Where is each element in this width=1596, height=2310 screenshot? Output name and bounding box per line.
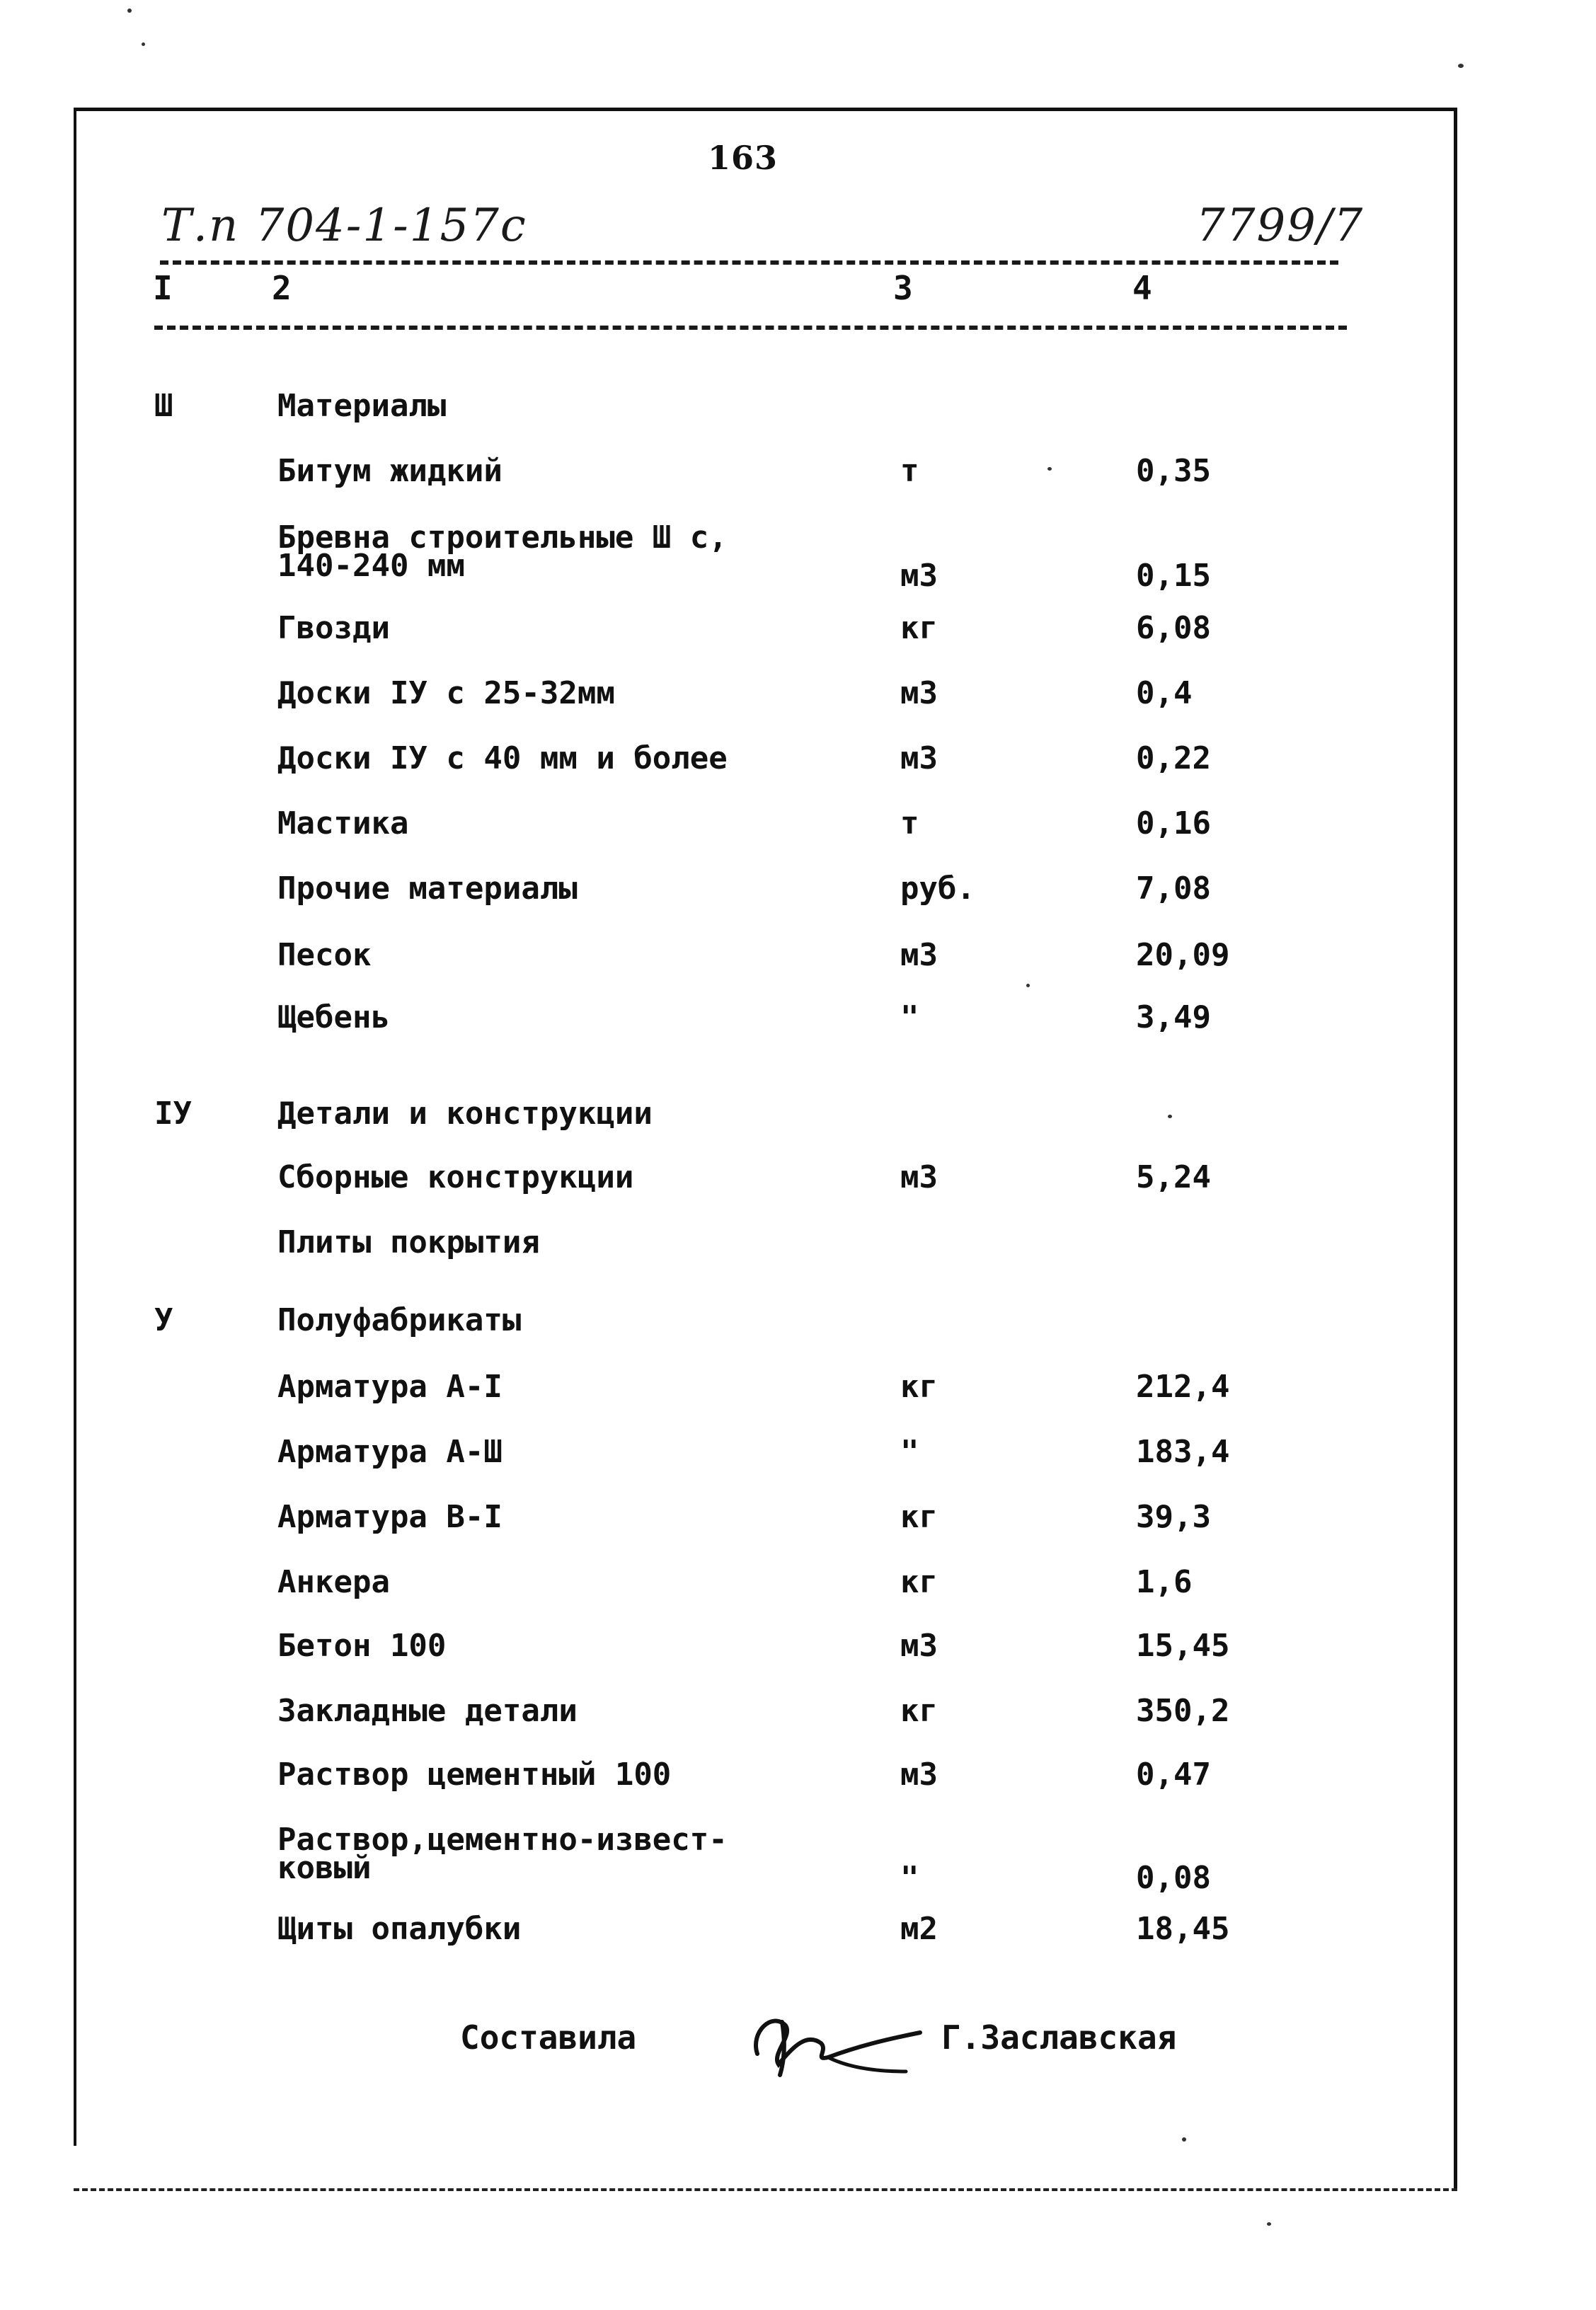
row-name: Закладные детали (277, 1693, 578, 1729)
handwritten-project-code: Т.п 704-1-157с (161, 200, 527, 252)
table-row (0, 1693, 1596, 1735)
handwritten-signature (743, 2004, 927, 2082)
row-number: IУ (154, 1096, 192, 1132)
row-name: Щебень (277, 999, 390, 1035)
row-unit: кг (900, 1499, 938, 1535)
row-unit: м3 (900, 1159, 938, 1195)
table-row (0, 519, 1596, 594)
handwritten-document-number: 7799/7 (1196, 200, 1365, 252)
column-header-2: 2 (272, 269, 292, 307)
table-row (0, 1822, 1596, 1896)
row-name: Мастика (277, 805, 409, 841)
row-unit: " (900, 999, 919, 1035)
row-value: 0,16 (1136, 805, 1211, 841)
row-value: 183,4 (1136, 1434, 1230, 1470)
row-value: 0,47 (1136, 1757, 1211, 1793)
table-row (0, 1628, 1596, 1670)
row-name: Гвозди (277, 610, 390, 646)
row-value: 5,24 (1136, 1159, 1211, 1195)
table-row (0, 388, 1596, 430)
frame-top-border (74, 108, 1454, 111)
table-row (0, 1757, 1596, 1799)
table-row (0, 805, 1596, 848)
table-row (0, 1369, 1596, 1411)
row-name: Доски IУ с 40 мм и более (277, 740, 728, 776)
row-value: 6,08 (1136, 610, 1211, 646)
table-row (0, 740, 1596, 783)
scan-speck (1267, 2222, 1271, 2226)
row-unit: м3 (900, 675, 938, 711)
row-unit: руб. (900, 870, 975, 907)
row-name: Сборные конструкции (277, 1159, 634, 1195)
row-unit: т (900, 453, 919, 489)
column-header-4: 4 (1132, 269, 1152, 307)
row-name: Полуфабрикаты (277, 1302, 522, 1338)
column-header-1: I (153, 269, 173, 307)
signatory-name: Г.Заславская (941, 2018, 1177, 2057)
table-row (0, 1096, 1596, 1138)
row-name: Бетон 100 (277, 1628, 447, 1664)
row-number: Ш (154, 388, 173, 424)
scan-speck (1168, 1115, 1172, 1118)
row-name: Раствор цементный 100 (277, 1757, 672, 1793)
row-unit: кг (900, 610, 938, 646)
row-unit: м3 (900, 1757, 938, 1793)
row-unit: м3 (900, 1628, 938, 1664)
row-unit: кг (900, 1369, 938, 1405)
header-dashed-rule-top (160, 260, 1338, 265)
row-unit: т (900, 805, 919, 841)
frame-bottom-border (74, 2188, 1457, 2191)
page-number: 163 (708, 139, 779, 177)
table-row (0, 999, 1596, 1042)
table-row (0, 453, 1596, 495)
row-name: Материалы (277, 388, 447, 424)
scan-speck (1047, 467, 1052, 471)
row-name: Песок (277, 937, 372, 973)
row-name: Прочие материалы (277, 870, 578, 907)
row-value: 39,3 (1136, 1499, 1211, 1535)
scan-speck (1182, 2137, 1186, 2142)
row-value: 212,4 (1136, 1369, 1230, 1405)
row-unit: м2 (900, 1911, 938, 1947)
table-row (0, 1302, 1596, 1345)
row-unit: кг (900, 1564, 938, 1600)
signature-label: Составила (460, 2018, 637, 2057)
row-unit: кг (900, 1693, 938, 1729)
row-name: Анкера (277, 1564, 390, 1600)
row-value: 0,08 (1136, 1860, 1211, 1896)
row-name: Битум жидкий (277, 453, 503, 489)
table-row (0, 610, 1596, 653)
scan-speck (1458, 64, 1464, 68)
row-name: Арматура А-Ш (277, 1434, 503, 1470)
row-name: Щиты опалубки (277, 1911, 522, 1947)
row-value: 350,2 (1136, 1693, 1230, 1729)
row-name: Плиты покрытия (277, 1224, 540, 1260)
table-row (0, 870, 1596, 913)
row-name: Доски IУ с 25-32мм (277, 675, 615, 711)
table-row (0, 1499, 1596, 1541)
row-number: У (154, 1302, 173, 1338)
signature-block (0, 2004, 1596, 2075)
column-header-3: 3 (893, 269, 913, 307)
header-dashed-rule-bottom (154, 326, 1347, 330)
table-row (0, 1911, 1596, 1953)
row-name: Арматура А-I (277, 1369, 503, 1405)
row-name: Раствор,цементно-извест- ковый (277, 1822, 728, 1886)
row-unit: м3 (900, 558, 938, 594)
table-row (0, 1434, 1596, 1476)
table-row (0, 1159, 1596, 1202)
table-row (0, 675, 1596, 718)
table-row (0, 1564, 1596, 1607)
row-value: 3,49 (1136, 999, 1211, 1035)
scan-speck (1026, 984, 1030, 987)
row-unit: м3 (900, 740, 938, 776)
row-value: 1,6 (1136, 1564, 1193, 1600)
table-row (0, 937, 1596, 979)
row-unit: " (900, 1434, 919, 1470)
row-value: 0,15 (1136, 558, 1211, 594)
row-name: Детали и конструкции (277, 1096, 653, 1132)
row-value: 0,4 (1136, 675, 1193, 711)
row-name: Бревна строительные Ш с, 140-240 мм (277, 519, 728, 584)
row-value: 15,45 (1136, 1628, 1230, 1664)
scan-speck (127, 8, 132, 13)
row-unit: м3 (900, 937, 938, 973)
table-row (0, 1224, 1596, 1267)
row-value: 18,45 (1136, 1911, 1230, 1947)
row-value: 20,09 (1136, 937, 1230, 973)
scan-speck (142, 42, 145, 46)
row-unit: " (900, 1860, 919, 1896)
row-value: 7,08 (1136, 870, 1211, 907)
row-name: Арматура В-I (277, 1499, 503, 1535)
row-value: 0,22 (1136, 740, 1211, 776)
row-value: 0,35 (1136, 453, 1211, 489)
